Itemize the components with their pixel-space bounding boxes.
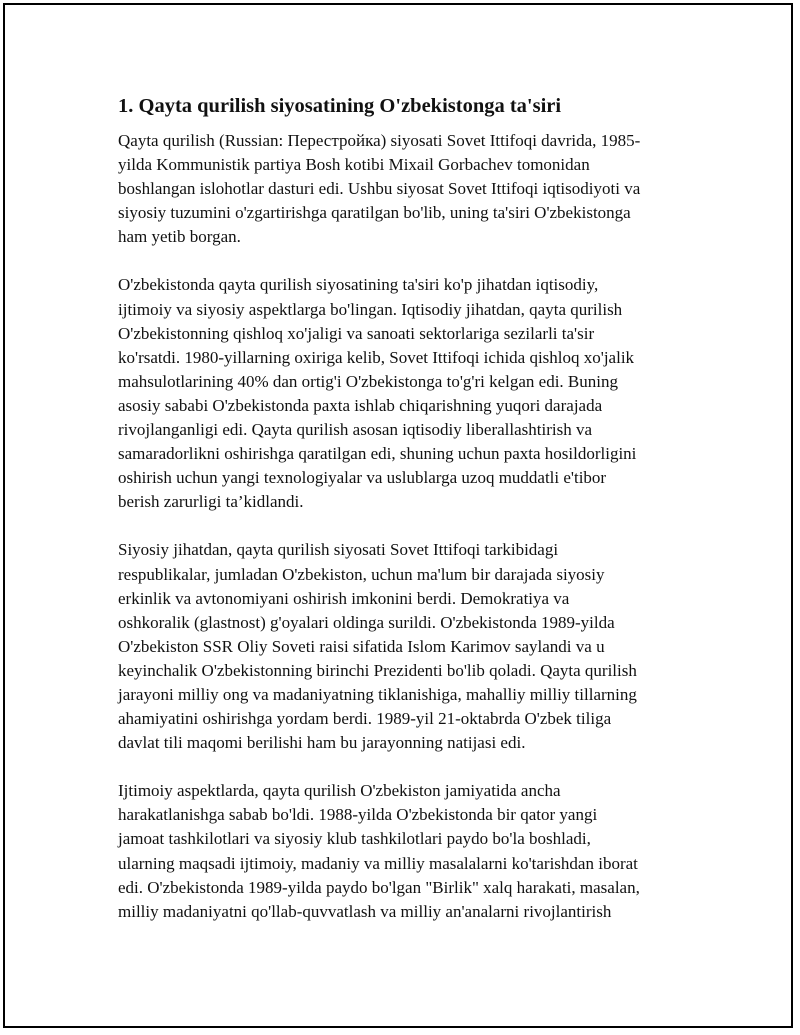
text-line: mahsulotlarining 40% dan ortig'i O'zbekistonga to'g'ri kelgan edi. Buning [118, 371, 618, 391]
text-line: Qayta qurilish (Russian: Перестройка) siyosati Sovet Ittifoqi davrida, 1985- [118, 131, 641, 150]
text-line: ahamiyatini oshirishga yordam berdi. 1989-yil 21-oktabrda O'zbek tiliga [118, 709, 612, 729]
text-line: samaradorlikni oshirishga qaratilgan edi, shuning uchun paxta hosildorligini [118, 444, 637, 464]
text-line: keyinchalik O'zbekistonning birinchi Prezidenti bo'lib qoladi. Qayta qurilish [118, 660, 637, 680]
text-line: siyosiy tuzumini o'zgartirishga qaratilgan bo'lib, uning ta'siri O'zbekistonga [118, 203, 631, 223]
text-line: oshirish uchun yangi texnologiyalar va uslublarga uzoq muddatli e'tibor [118, 468, 607, 488]
text-line: O'zbekiston SSR Oliy Soveti raisi sifatida Islom Karimov saylandi va u [118, 636, 605, 656]
text-line: oshkoralik (glastnost) g'oyalari oldinga surildi. O'zbekistonda 1989-yilda [118, 612, 615, 632]
section-heading: 1. Qayta qurilish siyosatining O'zbekistonga ta'siri [118, 95, 562, 117]
text-line: berish zarurligi ta’kidlandi. [118, 492, 304, 512]
text-line: respublikalar, jumladan O'zbekiston, uchun ma'lum bir darajada siyosiy [118, 564, 605, 584]
text-line: Siyosiy jihatdan, qayta qurilish siyosati Sovet Ittifoqi tarkibidagi [118, 540, 559, 560]
paragraph-political [118, 538, 688, 755]
text-line: O'zbekistonda qayta qurilish siyosatining ta'siri ko'p jihatdan iqtisodiy, [118, 275, 599, 295]
document-body [118, 92, 688, 948]
text-line: erkinlik va avtonomiyani oshirish imkonini berdi. Demokratiya va [118, 588, 570, 608]
text-line: yilda Kommunistik partiya Bosh kotibi Mixail Gorbachev tomonidan [118, 155, 590, 175]
text-line: ham yetib borgan. [118, 227, 241, 247]
paragraph-social [118, 779, 688, 924]
text-line: jamoat tashkilotlari va siyosiy klub tashkilotlari paydo bo'la boshladi, [118, 829, 591, 849]
text-line: Ijtimoiy aspektlarda, qayta qurilish O'zbekiston jamiyatida ancha [118, 781, 561, 801]
text-line: rivojlanganligi edi. Qayta qurilish asosan iqtisodiy liberallashtirish va [118, 420, 593, 440]
text-line: ularning maqsadi ijtimoiy, madaniy va milliy masalalarni ko'tarishdan iborat [118, 853, 638, 873]
text-line: davlat tili maqomi berilishi ham bu jarayonning natijasi edi. [118, 733, 526, 753]
text-line: boshlangan islohotlar dasturi edi. Ushbu siyosat Sovet Ittifoqi iqtisodiyoti va [118, 179, 641, 199]
text-line: jarayoni milliy ong va madaniyatning tiklanishiga, mahalliy milliy tillarning [118, 684, 637, 704]
paragraph-economic [118, 273, 688, 514]
text-line: milliy madaniyatni qo'llab-quvvatlash va milliy an'analarni rivojlantirish [118, 901, 612, 921]
text-line: harakatlanishga sabab bo'ldi. 1988-yilda O'zbekistonda bir qator yangi [118, 805, 598, 825]
text-line: O'zbekistonning qishloq xo'jaligi va sanoati sektorlariga sezilarli ta'sir [118, 323, 595, 343]
text-line: ko'rsatdi. 1980-yillarning oxiriga kelib, Sovet Ittifoqi ichida qishloq xo'jalik [118, 347, 635, 367]
text-line: edi. O'zbekistonda 1989-yilda paydo bo'lgan "Birlik" xalq harakati, masalan, [118, 877, 640, 897]
text-line: ijtimoiy va siyosiy aspektlarga bo'lingan. Iqtisodiy jihatdan, qayta qurilish [118, 299, 623, 319]
text-line: asosiy sababi O'zbekistonda paxta ishlab chiqarishning yuqori darajada [118, 395, 603, 415]
paragraph-intro [118, 129, 688, 249]
